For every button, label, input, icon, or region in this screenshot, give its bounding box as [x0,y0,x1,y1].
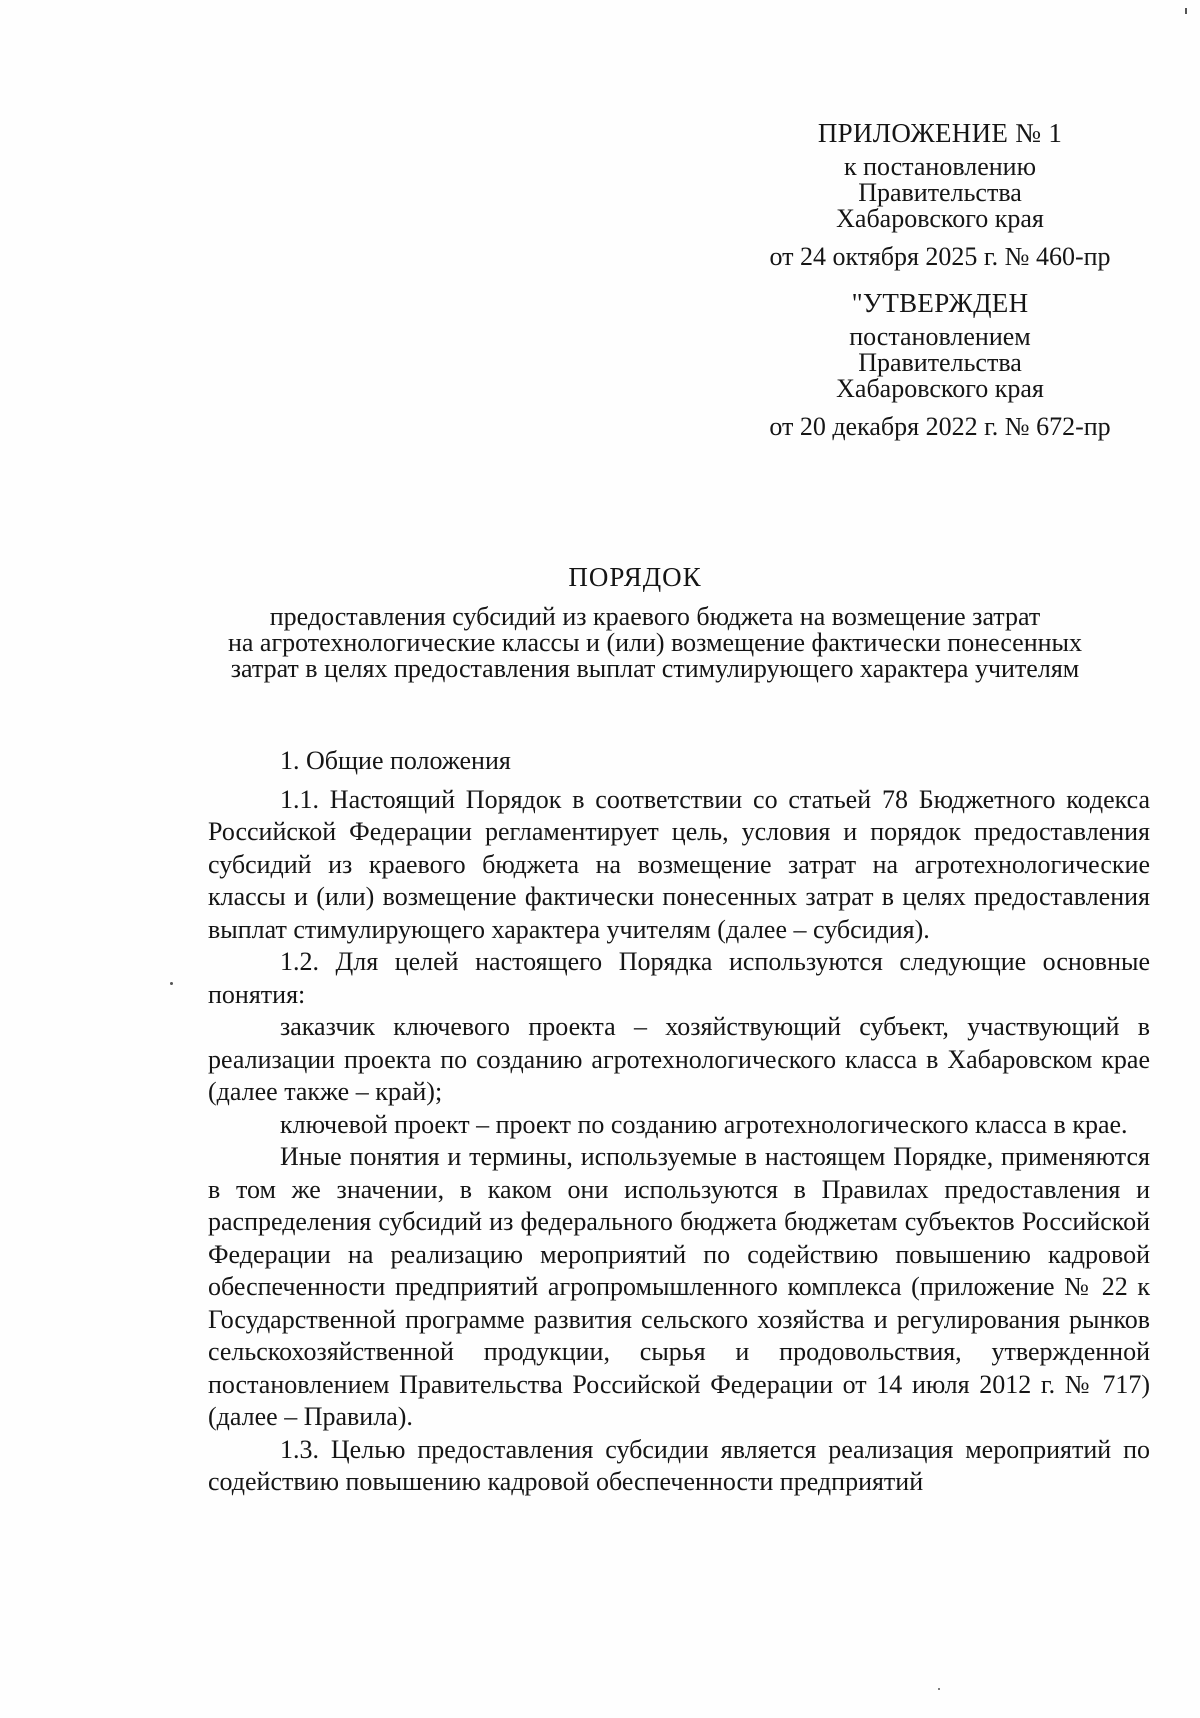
paragraph-1-3: 1.3. Целью предоставления субсидии является реализация мероприятий по содействию повышению кадровой обеспеченности предприятий [208,1434,1150,1496]
paragraph-1-1: 1.1. Настоящий Порядок в соответствии со статьей 78 Бюджетного кодекса Российской Федерации регламентирует цель, условия и порядок предоставления субсидий из краевого бюджета на возмещение затрат на агротехнологические классы и (или) возмещение фактически понесенных затрат в целях предоставления выплат стимулирующего характера учителям (далее – субсидия). [208,784,1150,944]
approval-line-3: Хабаровского края [836,374,1044,403]
appendix-heading: ПРИЛОЖЕНИЕ № 1 [817,118,1063,148]
appendix-line-3: Хабаровского края [836,204,1044,233]
approval-heading: "УТВЕРЖДЕН [851,288,1029,318]
subtitle-line-1: предоставления субсидий из краевого бюджета на возмещение затрат [269,602,1041,631]
scan-speck [938,1688,940,1690]
appendix-date: от 24 октября 2025 г. № 460-пр [769,242,1111,271]
paragraph-other-terms: Иные понятия и термины, используемые в настоящем Порядке, применяются в том же значении, в каком они используются в Правилах предоставления и распределения субсидий из федерального бюджета бюджетам субъектов Российской Федерации на реализацию мероприятий по содействию повышению кадровой обеспеченности предприятий агропромышленного комплекса (приложение № 22 к Государственной программе развития сельского хозяйства и регулирования рынков сельскохозяйственной продукции, сырья и продовольствия, утвержденной постановлением Правительства Российской Федерации от 14 июля 2012 г. № 717) (далее – Правила). [208,1142,1150,1431]
approval-line-1: постановлением [849,322,1031,351]
section-heading: 1. Общие положения [280,746,511,775]
subtitle-line-2: на агротехнологические классы и (или) возмещение фактически понесенных [227,628,1083,657]
document-title: ПОРЯДОК [568,562,702,592]
paragraph-1-2: 1.2. Для целей настоящего Порядка используются следующие основные понятия: [208,947,1150,1009]
approval-stamp [740,290,1140,440]
appendix-line-1: к постановлению [843,152,1037,181]
definition-customer: заказчик ключевого проекта – хозяйствующий субъект, участвующий в реализации проекта по созданию агротехнологического класса в Хабаровском крае (далее также – край); [208,1012,1150,1106]
definition-key-project: ключевой проект – проект по созданию агротехнологического класса в крае. [280,1109,1128,1139]
appendix-line-2: Правительства [858,178,1022,207]
scan-speck [170,982,173,985]
appendix-stamp [740,120,1140,270]
document-body [208,745,1150,1499]
scan-speck [1185,8,1187,14]
approval-line-2: Правительства [858,348,1022,377]
subtitle-line-3: затрат в целях предоставления выплат стимулирующего характера учителям [230,654,1080,683]
document-subtitle [150,604,1160,682]
approval-date: от 20 декабря 2022 г. № 672-пр [769,412,1111,441]
